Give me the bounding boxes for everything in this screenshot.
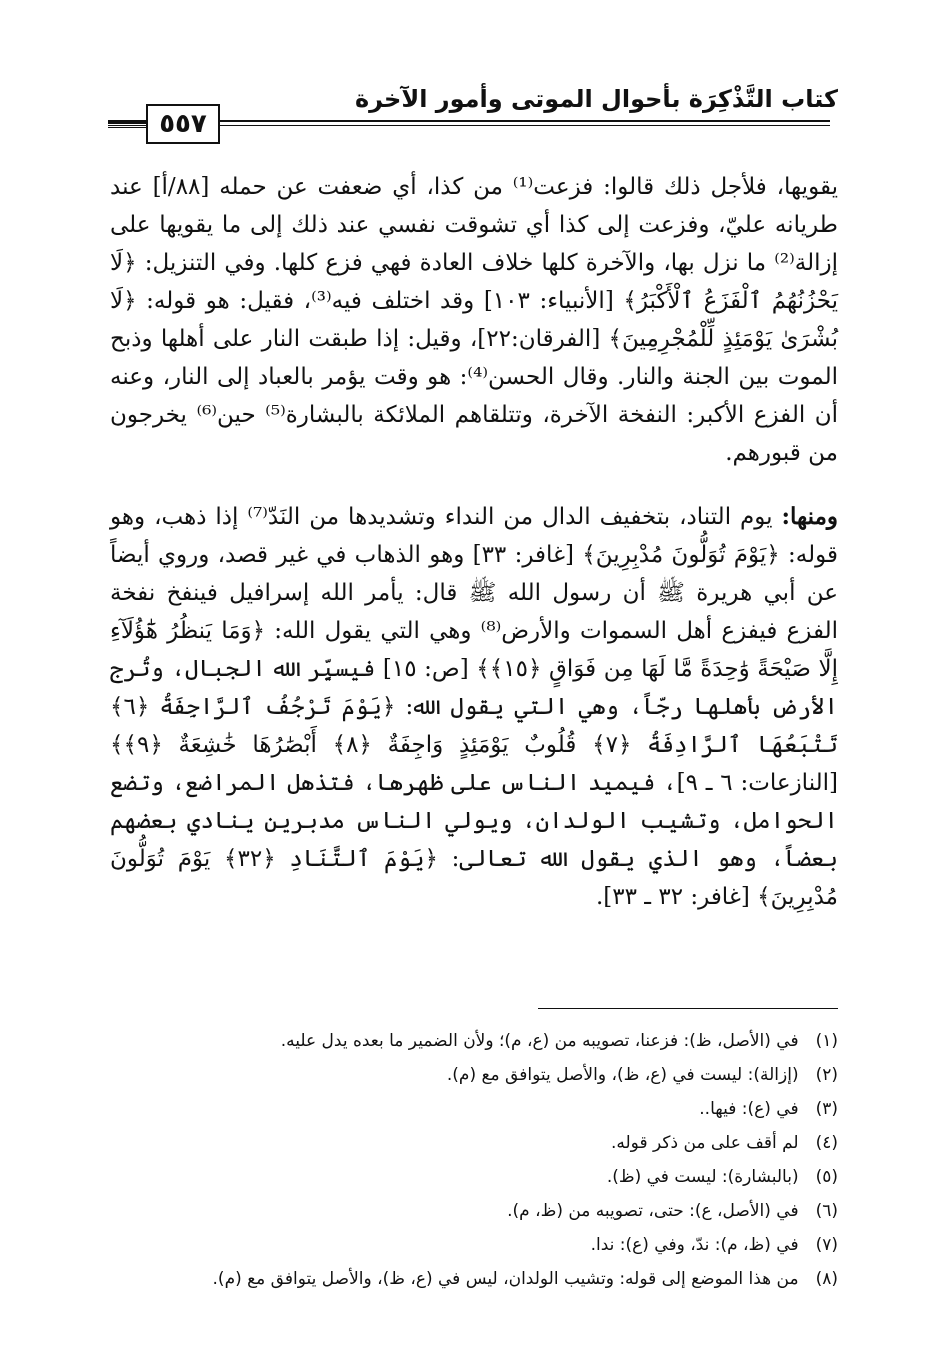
running-header: كتاب التَّذْكِرَة بأحوال الموتى وأمور الآخرة [354, 85, 838, 113]
footnote-item [110, 1262, 838, 1296]
footnote-item [110, 1092, 838, 1126]
footnote-text: في (ع): فيها.. [699, 1099, 799, 1119]
footnote-item [110, 1194, 838, 1228]
footnote-text: (إزالة): ليست في (ع، ظ)، والأصل يتوافق مع (م). [446, 1065, 799, 1085]
footnote-text: من هذا الموضع إلى قوله: وتشيب الولدان، ليس في (ع، ظ)، والأصل يتوافق مع (م). [212, 1269, 799, 1289]
footnote-item [110, 1024, 838, 1058]
footnote-number: (٥) [815, 1167, 838, 1187]
footnote-item [110, 1058, 838, 1092]
footnote-number: (٣) [815, 1099, 838, 1119]
page-number: ٥٥٧ [146, 104, 220, 144]
footnote-text: في (ظ، م): ندّ، وفي (ع): ندا. [590, 1235, 799, 1255]
footnote-text: في (الأصل، ع): حتى، تصويبه من (ظ، م). [507, 1201, 799, 1221]
footnote-number: (٤) [815, 1133, 838, 1153]
footnote-item [110, 1228, 838, 1262]
footnote-text: في (الأصل، ظ): فزعنا، تصويبه من (ع، م)؛ ولأن الضمير ما بعده يدل عليه. [280, 1031, 799, 1051]
paragraph-2 [110, 498, 838, 916]
paragraph-1: يقويها، فلأجل ذلك قالوا: فزعت⁽¹⁾ من كذا، أي ضعفت عن حمله [٨٨/أ] عند طريانه عليّ، وفزعت إلى كذا أي تشوقت نفسي عند ذلك إلى ما يقويها على إزالة⁽²⁾ ما نزل بها، والآخرة كلها خلاف العادة فهي فزع كلها. وفي التنزيل: ﴿لَا يَحْزُنُهُمُ ٱلْفَزَعُ ٱلْأَكْبَرُ﴾ [الأنبياء: ١٠٣] وقد اختلف فيه⁽³⁾، فقيل: هو قوله: ﴿لَا بُشْرَىٰ يَوْمَئِذٍ لِّلْمُجْرِمِينَ﴾ [الفرقان:٢٢]، وقيل: إذا طبقت النار على أهلها وذبح الموت بين الجنة والنار. وقال الحسن⁽⁴⁾: هو وقت يؤمر بالعباد إلى النار، وعنه أن الفزع الأكبر: النفخة الآخرة، وتتلقاهم الملائكة بالبشارة⁽⁵⁾ حين⁽⁶⁾ يخرجون من قبورهم. [110, 174, 839, 466]
footnote-text: لم أقف على من ذكر قوله. [610, 1133, 799, 1153]
footnote-item [110, 1126, 838, 1160]
footnote-number: (٢) [815, 1065, 838, 1085]
footnotes [110, 1024, 838, 1296]
footnote-item [110, 1160, 838, 1194]
header-rule-left [108, 122, 146, 128]
footnote-number: (١) [815, 1031, 838, 1051]
main-text [110, 168, 838, 916]
footnote-text: (بالبشارة): ليست في (ظ). [606, 1167, 799, 1187]
paragraph-2-text: يوم التناد، بتخفيف الدال من النداء وتشديدها من النَدّ⁽⁷⁾ إذا ذهب، وهو قوله: ﴿يَوْمَ تُوَلُّونَ مُدْبِرِينَ﴾ [غافر: ٣٣] وهو الذهاب في غير قصد، وروي أيضاً عن أبي هريرة ﷺ أن رسول الله ﷺ قال: يأمر الله إسرافيل فينفخ نفخة الفزع فيفزع أهل السموات والأرض⁽⁸⁾ وهي التي يقول الله: ﴿وَمَا يَنظُرُ هَٰٓؤُلَآءِ إِلَّا صَيْحَةً وَٰحِدَةً مَّا لَهَا مِن فَوَاقٍ ﴿١٥﴾﴾ [ص: ١٥] فيسيِّر الله الجبال، وتُرج الأرض بأهلها رجّاً، وهي التي يقول الله: ﴿يَوْمَ تَرْجُفُ ٱلرَّاجِفَةُ ﴿٦﴾ تَتْبَعُهَا ٱلرَّادِفَةُ ﴿٧﴾ قُلُوبٌ يَوْمَئِذٍ وَاجِفَةٌ ﴿٨﴾ أَبْصَٰرُهَا خَٰشِعَةٌ ﴿٩﴾﴾ [النازعات: ٦ ـ ٩]، فيميد الناس على ظهرها، فتذهل المراضع، وتضع الحوامل، وتشيب الولدان، ويولي الناس مدبرين ينادي بعضهم بعضاً، وهو الذي يقول الله تعالى: ﴿يَوْمَ ٱلتَّنَادِ ﴿٣٢﴾ يَوْمَ تُوَلُّونَ مُدْبِرِينَ﴾ [غافر: ٣٢ ـ ٣٣]. [110, 504, 839, 910]
paragraph-2-lead: ومنها: [781, 503, 838, 530]
footnote-number: (٧) [815, 1235, 838, 1255]
footnote-number: (٦) [815, 1201, 838, 1221]
footnote-separator [538, 1008, 838, 1009]
footnote-number: (٨) [815, 1269, 838, 1289]
